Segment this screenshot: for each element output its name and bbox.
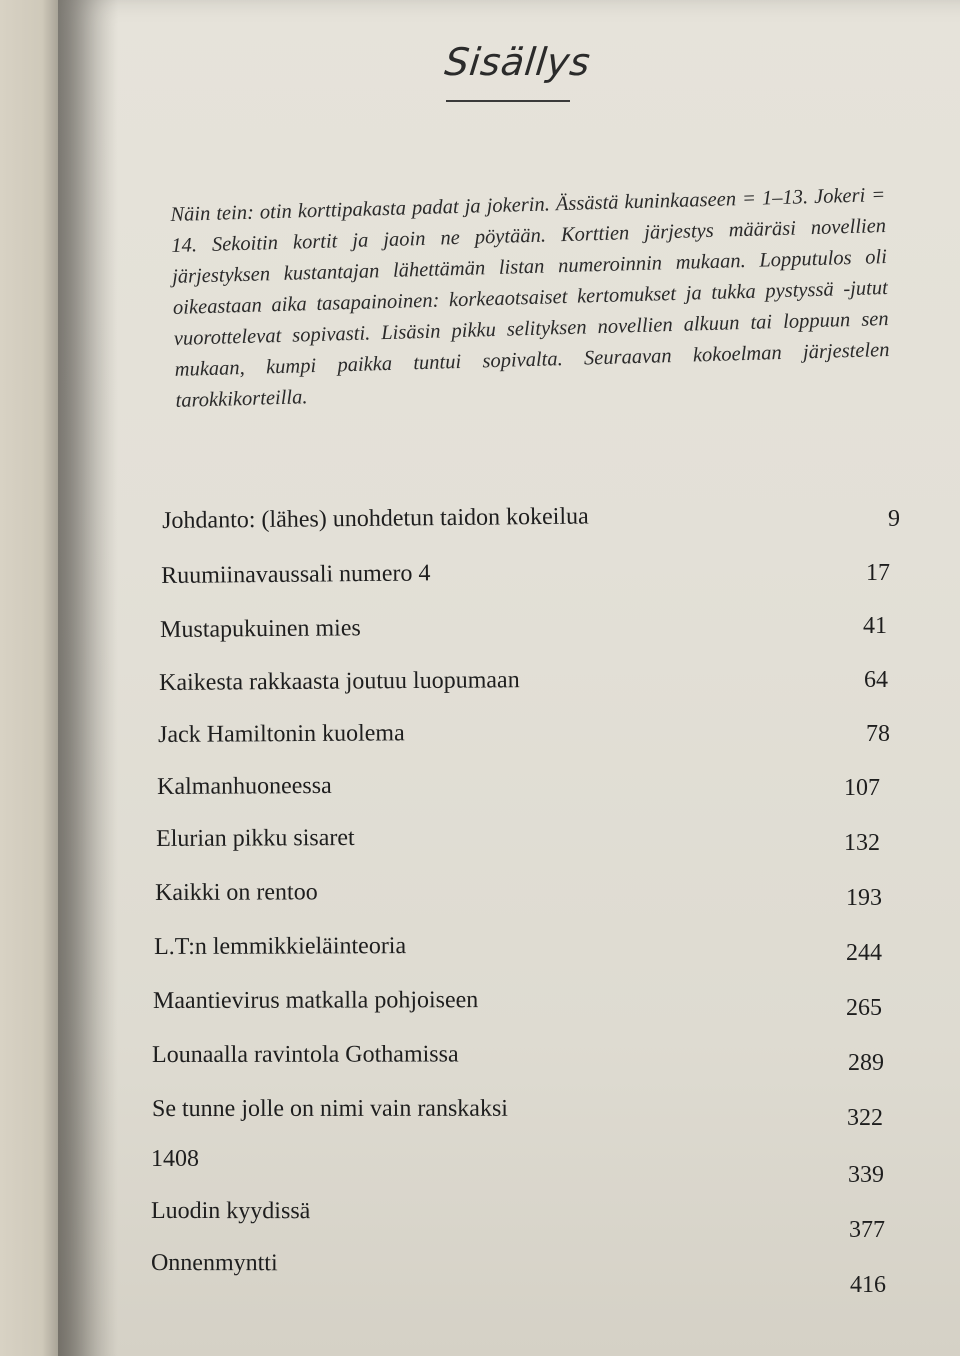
toc-entry-page-number: 41 [863,613,887,639]
toc-entry-page-number: 64 [864,667,888,693]
toc-entry-title: Luodin kyydissä [150,1198,311,1225]
toc-entry-page-number: 132 [844,830,880,856]
toc-entry-page-number: 78 [866,721,890,747]
toc-entry-page-number: 193 [846,885,882,911]
toc-entry-title: 1408 [151,1146,199,1172]
intro-paragraph: Näin tein: otin korttipakasta padat ja jokerin. Ässästä kuninkaaseen = 1–13. Jokeri = 14. Sekoitin kortit ja jaoin ne pöytään. Korttien järjestys määräsi novellien järjestyksen kustantajan lähettämän listan numeroinnin mukaan. Lopputulos oli oikeastaan aika tasapainoinen: korkeaotsaiset kertomukset ja tukka pystyssä -jutut vuorottelevat sopivasti. Lisäsin pikku selityksen novellien alkuun tai loppuun sen mukaan, kumpi paikka tuntui sopivalta. Seuraavan kokoelman järjestelen tarokkikorteilla. [170,184,890,412]
toc-entry-title: Kaikki on rentoo [155,879,318,906]
page-title: Sisällys [442,40,593,84]
toc-entry-title: Kalmanhuoneessa [157,772,332,800]
toc-entry-page-number: 416 [850,1272,886,1298]
toc-entry-title: Johdanto: (lähes) unohdetun taidon kokeilua [162,503,589,534]
toc-entry-title: Mustapukuinen mies [160,615,361,643]
toc-entry-page-number: 107 [844,775,880,801]
toc-entry-title: Lounaalla ravintola Gothamissa [152,1041,459,1068]
toc-entry-title: L.T:n lemmikkieläinteoria [154,933,407,960]
toc-entry-page-number: 377 [849,1217,885,1243]
toc-entry-page-number: 322 [847,1105,883,1131]
toc-entry-page-number: 17 [866,560,890,586]
toc-entry-title: Jack Hamiltonin kuolema [158,720,405,748]
toc-entry-title: Kaikesta rakkaasta joutuu luopumaan [159,667,520,696]
toc-entry-page-number: 244 [846,940,882,966]
toc-entry-page-number: 289 [848,1050,884,1076]
toc-entry-title: Maantievirus matkalla pohjoiseen [153,987,479,1014]
toc-entry-title: Elurian pikku sisaret [156,824,355,852]
toc-entry-title: Onnenmyntti [150,1250,278,1277]
toc-entry-title: Se tunne jolle on nimi vain ranskaksi [152,1095,508,1122]
toc-entry-title: Ruumiinavaussali numero 4 [161,560,431,589]
toc-entry-page-number: 265 [846,995,882,1021]
toc-entry-page-number: 9 [888,506,900,532]
toc-entry-page-number: 339 [848,1162,884,1188]
